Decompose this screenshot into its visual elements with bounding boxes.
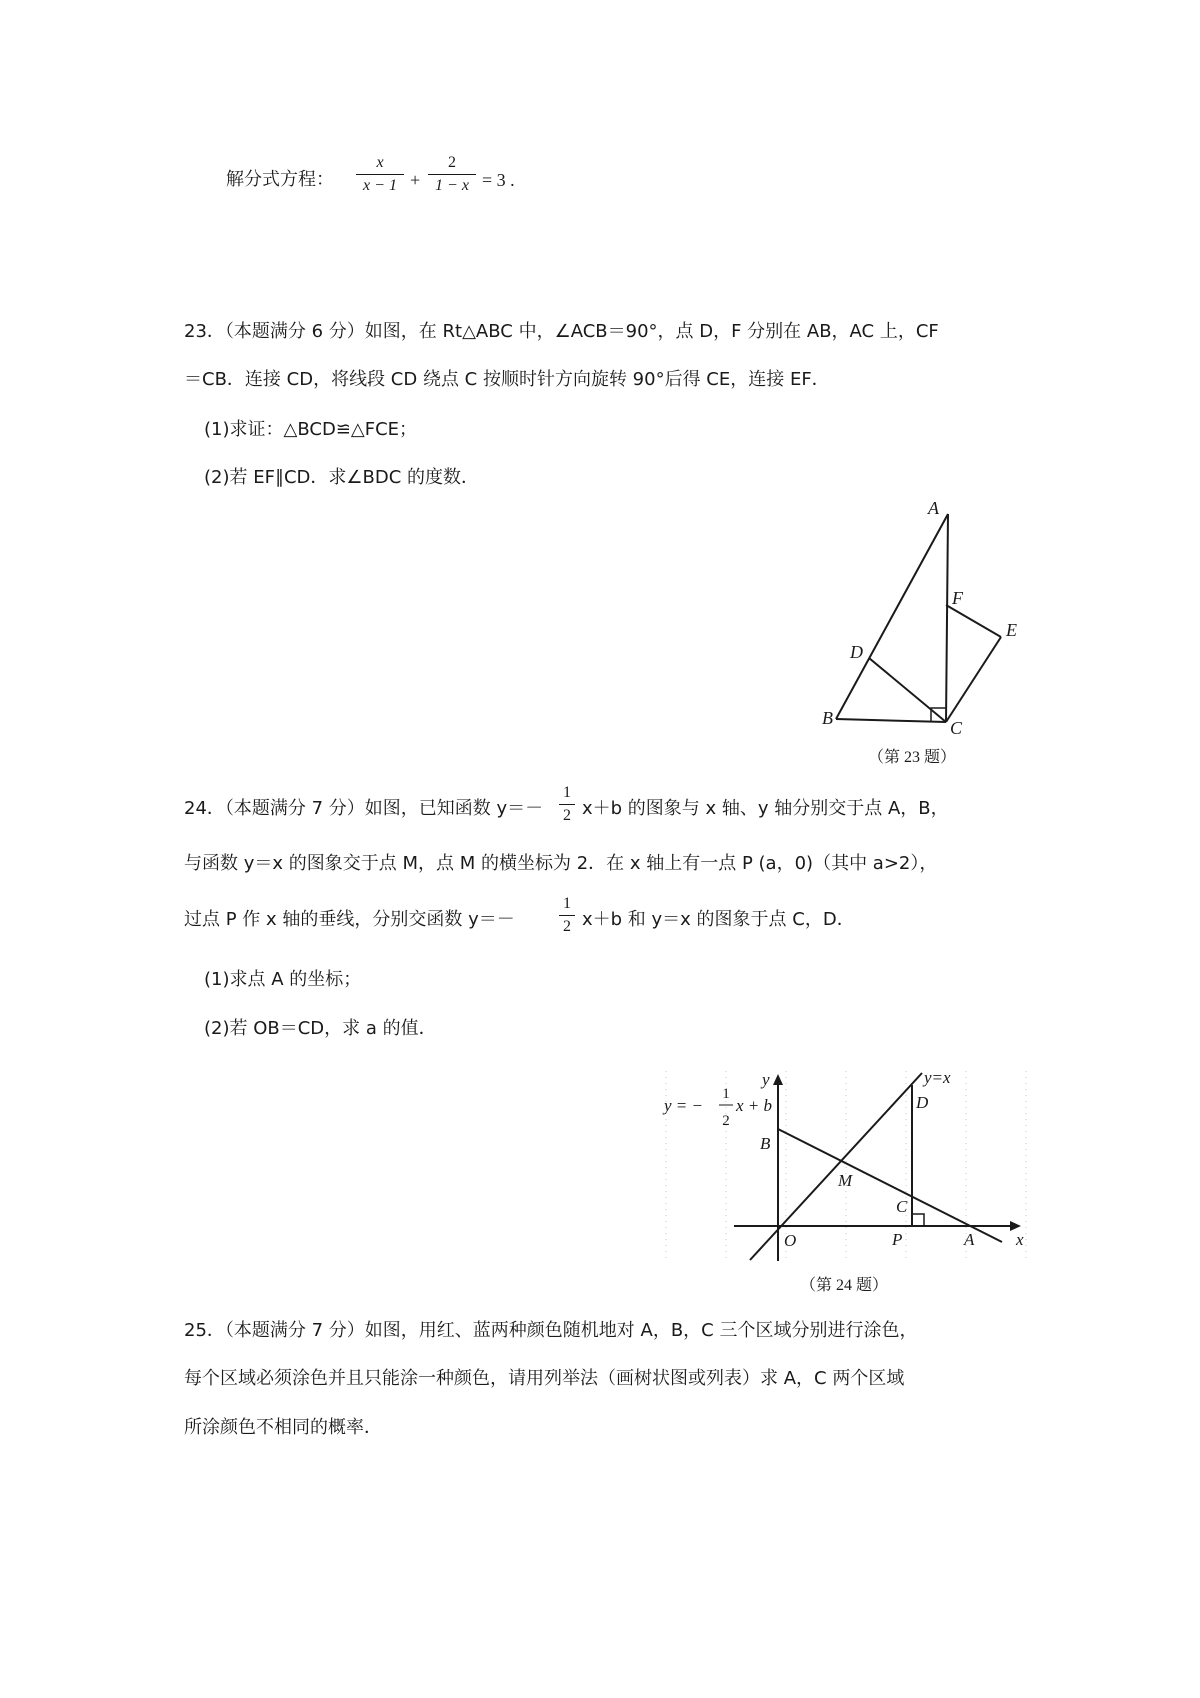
q24-fraction-half [559, 783, 575, 826]
label-c: C [896, 1197, 908, 1216]
q23-part-1: (1)求证：△BCD≌△FCE； [204, 419, 418, 440]
fraction-numerator: x [376, 154, 384, 171]
q24-fraction-half-2 [559, 894, 575, 937]
label-a: A [964, 1230, 975, 1249]
q24-part-1: (1)求点 A 的坐标； [204, 969, 362, 990]
q24-line-1a: 24．（本题满分 7 分）如图，已知函数 y＝－ [184, 798, 544, 819]
segment-cd [869, 658, 946, 722]
label-a: A [928, 500, 939, 518]
q25-line-2: 每个区域必须涂色并且只能涂一种颜色，请用列举法（画树状图或列表）求 A，C 两个区域 [184, 1368, 905, 1389]
label-d: D [850, 642, 863, 662]
q24-line-3b: x＋b 和 y＝x 的图象于点 C，D． [582, 909, 855, 930]
fraction-denominator: 2 [563, 807, 571, 824]
fraction-denominator: 2 [563, 918, 571, 935]
fraction-denominator: x − 1 [363, 177, 397, 194]
label-x-axis: x [1016, 1230, 1024, 1249]
q23-line-1: 23．（本题满分 6 分）如图，在 Rt△ABC 中，∠ACB＝90°，点 D，F 分别在 AB，AC 上，CF [184, 321, 939, 342]
fraction-numerator: 2 [448, 154, 456, 171]
segment-ce [946, 637, 1001, 722]
label-p: P [892, 1230, 903, 1249]
label-y-equals-x: y=x [924, 1068, 951, 1087]
q23-part-2: (2)若 EF∥CD．求∠BDC 的度数． [204, 467, 480, 488]
fraction-x-over-x-minus-1 [356, 153, 404, 196]
label-func-suffix: x + b [736, 1096, 773, 1115]
label-func-frac-num: 1 [722, 1086, 730, 1102]
label-d: D [916, 1093, 929, 1112]
label-o: O [784, 1231, 797, 1250]
label-m: M [838, 1171, 853, 1190]
segment-ef [946, 605, 1001, 637]
fraction-denominator: 1 − x [435, 177, 469, 194]
segment-bc [836, 719, 946, 722]
label-y-axis: y [762, 1070, 770, 1089]
q24-graph-figure [660, 1065, 1030, 1270]
fraction-2-over-1-minus-x [428, 153, 476, 196]
label-func-frac-den: 2 [722, 1113, 730, 1129]
segment-ab [836, 514, 948, 719]
q24-line-2: 与函数 y＝x 的图象交于点 M，点 M 的横坐标为 2．在 x 轴上有一点 P (a，0)（其中 a>2）， [184, 853, 938, 874]
label-e: E [1006, 620, 1017, 640]
label-b: B [760, 1134, 771, 1153]
q24-caption: （第 24 题） [800, 1277, 889, 1294]
segment-ac [946, 514, 948, 722]
fraction-numerator: 1 [563, 895, 571, 912]
plus-sign: + [410, 170, 421, 190]
y-axis-arrow-icon [773, 1074, 783, 1085]
label-b: B [822, 708, 833, 728]
label-func-prefix: y = − [664, 1096, 703, 1115]
equation-result: = 3 . [482, 170, 515, 190]
q25-line-3: 所涂颜色不相同的概率． [184, 1417, 382, 1438]
q24-line-1b: x＋b 的图象与 x 轴、y 轴分别交于点 A，B， [582, 798, 949, 819]
fraction-numerator: 1 [563, 784, 571, 801]
q24-line-3a: 过点 P 作 x 轴的垂线，分别交函数 y＝－ [184, 909, 515, 930]
q23-caption: （第 23 题） [868, 749, 957, 766]
label-c: C [950, 718, 963, 738]
equation-prefix: 解分式方程： [226, 169, 334, 190]
label-f: F [952, 588, 963, 608]
right-angle-mark [912, 1214, 924, 1226]
q23-line-2: ＝CB．连接 CD，将线段 CD 绕点 C 按顺时针方向旋转 90°后得 CE，连接 EF． [184, 369, 830, 390]
q25-line-1: 25．（本题满分 7 分）如图，用红、蓝两种颜色随机地对 A，B，C 三个区域分别进行涂色， [184, 1320, 918, 1341]
q24-part-2: (2)若 OB＝CD，求 a 的值． [204, 1018, 437, 1039]
q23-triangle-figure [810, 500, 1030, 760]
